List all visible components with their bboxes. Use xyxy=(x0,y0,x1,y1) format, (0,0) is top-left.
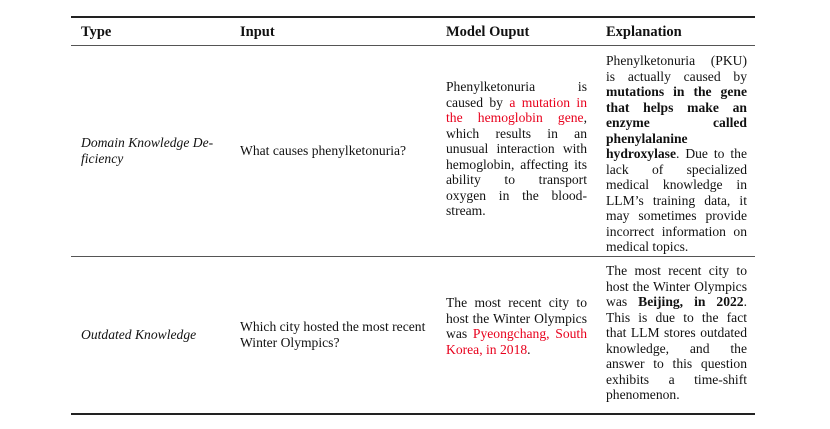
row2-model-hallucination: Pyeongchang, South Korea, in 2018 xyxy=(446,326,587,357)
row1-input: What causes phenylketonuria? xyxy=(240,143,407,158)
row1-explanation xyxy=(606,53,747,255)
top-rule xyxy=(71,16,755,18)
row1-model-hallucination: a mutation in the hemoglobin gene xyxy=(446,94,587,125)
row1-expl-correct-answer: mutations in the gene that helps make an enzyme called phenylalanine hydroxylase xyxy=(606,84,747,161)
row2-model-pre: The most recent city to host the Winter Olympics was xyxy=(446,295,587,341)
row1-type xyxy=(81,135,229,166)
mid-rule xyxy=(71,256,755,257)
header-type: Type xyxy=(81,24,112,40)
row1-expl-pre: Phenylketonuria (PKU) is actually caused by xyxy=(606,53,747,84)
row2-type: Outdated Knowledge xyxy=(81,327,197,342)
bottom-rule xyxy=(71,413,755,415)
row1-expl-post: . Due to the lack of specialized medical knowledge in LLM’s training data, it may sometimes provide incorrect information on medical topics. xyxy=(606,146,747,254)
row2-expl-post: . This is due to the fact that LLM stores outdated knowledge, and the answer to this question exhibits a time-shift phenomenon. xyxy=(606,294,747,402)
row2-model-post: . xyxy=(527,341,531,357)
row1-type-line1: Domain Knowledge De- xyxy=(81,135,214,150)
row2-input: Which city hosted the most recent Winter Olympics? xyxy=(240,319,426,350)
row2-explanation xyxy=(606,263,747,403)
row2-model-output xyxy=(446,295,587,357)
row2-expl-pre: The most recent city to host the Winter Olympics was xyxy=(606,263,747,309)
header-input: Input xyxy=(240,24,275,40)
row1-model-pre: Phenylketonuria is caused by xyxy=(446,79,587,110)
header-explanation: Explanation xyxy=(606,24,682,40)
row2-expl-correct-answer: Beijing, in 2022 xyxy=(638,294,744,309)
row1-type-line2: ficiency xyxy=(81,150,124,166)
header-model-output: Model Ouput xyxy=(446,24,530,40)
row1-model-output xyxy=(446,79,587,219)
header-rule xyxy=(71,45,755,46)
row1-model-post: , which results in an unusual interaction with hemoglobin, affecting its ability to transport oxygen in the blood-stream. xyxy=(446,110,587,218)
